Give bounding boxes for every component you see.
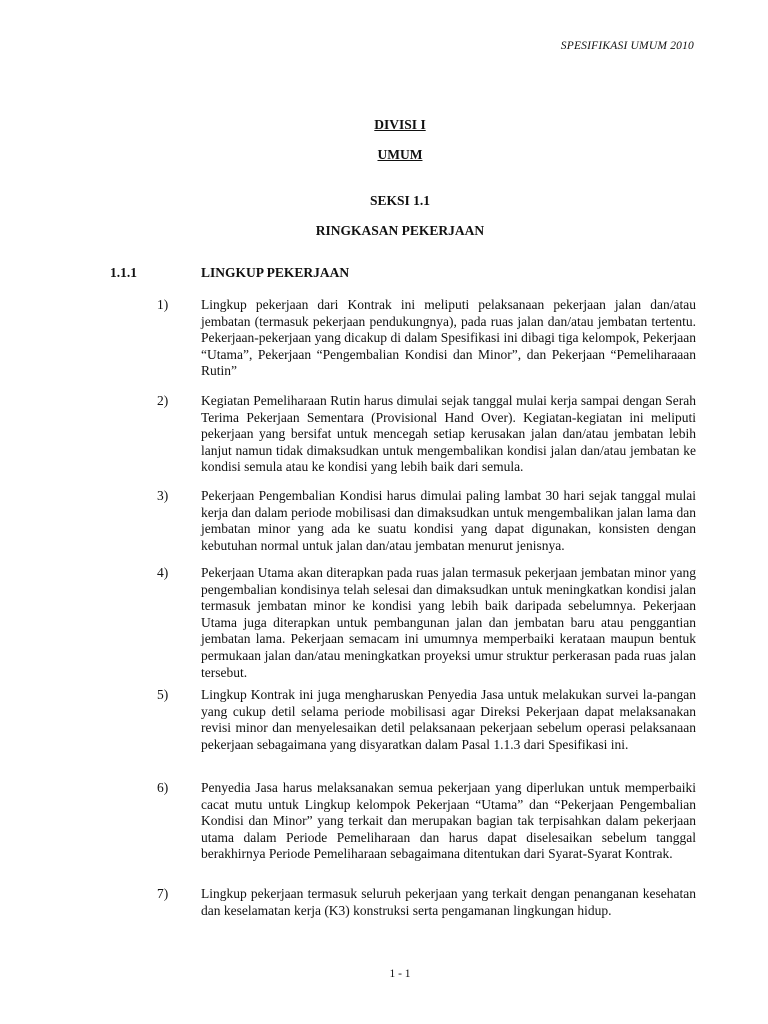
list-item-text: Kegiatan Pemeliharaan Rutin harus dimulai sejak tanggal mulai kerja sampai dengan Serah Terima Pekerjaan Sementara (Provisional Hand Over). Kegiatan-kegiatan ini meliputi pekerjaan yang bersifat untuk mencegah setiap kerusakan jalan dan/atau jembatan lebih lanjut namun tidak dimaksudkan untuk mengembalikan kondisi jalan dan/atau jembatan ke kondisi semula atau ke kondisi yang lebih baik dari semula.	[201, 393, 696, 475]
list-item-text: Penyedia Jasa harus melaksanakan semua pekerjaan yang diperlukan untuk memperbaiki cacat mutu untuk Lingkup kelompok Pekerjaan “Utama” dan “Pekerjaan Pengembalian Kondisi dan Minor” yang terkait dan merupakan bagian tak terpisahkan dalam pekerjaan utama dalam Periode Pemeliharaan dan harus dapat diselesaikan sebelum tanggal berakhirnya Periode Pemeliharaan sebagaimana ditentukan dari Syarat-Syarat Kontrak.	[201, 780, 696, 862]
section-heading: SEKSI 1.1	[369, 193, 431, 208]
list-item-number: 5)	[157, 687, 169, 702]
division-name-heading: UMUM	[377, 147, 423, 162]
subsection-number: 1.1.1	[110, 265, 137, 280]
list-item-number: 1)	[157, 297, 169, 312]
list-item-number: 3)	[157, 488, 169, 503]
list-item-number: 7)	[157, 886, 169, 901]
list-item-number: 6)	[157, 780, 169, 795]
running-header: SPESIFIKASI UMUM 2010	[560, 40, 694, 52]
list-item-number: 2)	[157, 393, 169, 408]
list-item-text: Lingkup pekerjaan dari Kontrak ini meliputi pelaksanaan pekerjaan jalan dan/atau jembatan (termasuk pekerjaan pendukungnya), pada ruas jalan dan/atau jembatan tertentu. Pekerjaan-pekerjaan yang dicakup di dalam Spesifikasi ini dibagi tiga kelompok, Pekerjaan “Utama”, Pekerjaan “Pengembalian Kondisi dan Minor”, dan Pekerjaan “Pemeliharaaan Rutin”	[201, 297, 696, 379]
list-item-text: Pekerjaan Utama akan diterapkan pada ruas jalan termasuk pekerjaan jembatan minor yang pengembalian kondisinya telah selesai dan dimaksudkan untuk meningkatkan kondisi jalan termasuk jembatan minor ke kondisi yang lebih baik daripada sebelumnya. Pekerjaan Utama juga diterapkan untuk pembangunan jalan dan jembatan baru atau penggantian jembatan lama. Pekerjaan semacam ini umumnya memperbaiki kerataan maupun bentuk permukaan jalan dan/atau meningkatkan proyeksi umur struktur perkerasan pada ruas jalan tersebut.	[201, 565, 696, 680]
list-item-text: Lingkup Kontrak ini juga mengharuskan Penyedia Jasa untuk melakukan survei la-pangan yang cukup detil selama periode mobilisasi agar Direksi Pekerjaan dapat melaksanakan revisi minor dan menyelesaikan detil pelaksanaan pekerjaan sebelum operasi pelaksanaan pekerjaan sebagaimana yang disyaratkan dalam Pasal 1.1.3 dari Spesifikasi ini.	[201, 687, 696, 752]
list-item-number: 4)	[157, 565, 169, 580]
list-item-text: Pekerjaan Pengembalian Kondisi harus dimulai paling lambat 30 hari sejak tanggal mulai kerja dan dalam periode mobilisasi dan dimaksudkan untuk mengembalikan jalan lama dan jembatan minor yang ada ke suatu kondisi yang dapat digunakan, konsisten dengan kebutuhan normal untuk jalan dan/atau jembatan menurut jenisnya.	[201, 488, 696, 553]
section-name-heading: RINGKASAN PEKERJAAN	[315, 223, 485, 238]
division-heading: DIVISI I	[374, 117, 426, 132]
list-item-text: Lingkup pekerjaan termasuk seluruh pekerjaan yang terkait dengan penanganan kesehatan dan keselamatan kerja (K3) konstruksi serta pengamanan lingkungan hidup.	[201, 886, 696, 918]
subsection-title: LINGKUP PEKERJAAN	[201, 265, 350, 280]
page-number: 1 - 1	[389, 968, 411, 980]
